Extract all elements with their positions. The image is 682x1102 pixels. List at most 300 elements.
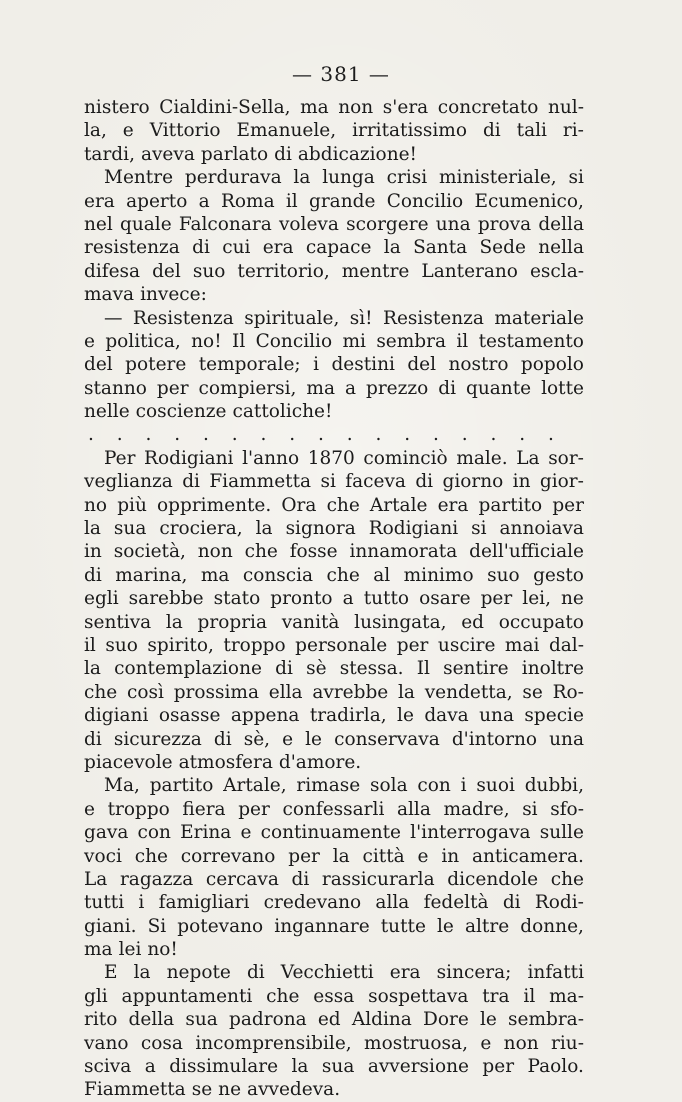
word: di [275,658,293,680]
word: prova [477,213,532,235]
word: Resistenza [383,307,484,329]
word: avversione [367,1056,469,1078]
word: non [503,1032,539,1054]
word: suo [487,564,520,586]
text-line [84,891,584,914]
word: avvedeva. [247,1079,341,1101]
word: fedeltà [423,892,489,914]
word: . [145,424,152,446]
word: mi [342,330,366,352]
word: piacevole [84,751,173,773]
word: tutti [84,892,125,914]
word: con [137,822,171,844]
word: ma [200,564,230,586]
word: i [313,354,319,376]
text-line [84,611,584,634]
word: Artale [369,494,428,516]
word: con [417,775,451,797]
word: cosa [140,1032,183,1054]
text-line [84,1078,584,1101]
word: tradirla, [309,705,387,727]
word: nul- [547,97,584,118]
word: capace [305,237,372,259]
word: egli [84,588,119,610]
word: una [549,728,584,750]
word: Lanterano [421,260,518,282]
word: di [438,377,457,399]
word: mava [84,284,135,306]
word: nelle [84,401,130,423]
word: stessa. [339,658,404,680]
word: tali [516,120,547,142]
word: giani. [84,915,137,937]
word: suo [192,260,226,282]
word: le [305,728,323,750]
word: a [144,1056,156,1078]
word: più [117,494,147,516]
word: la [383,237,401,259]
word: ma [300,97,329,118]
word: marina, [115,564,188,586]
word: fosse [289,541,338,563]
text-line [84,260,584,283]
word: sicurezza [113,728,202,750]
word: scorgere [346,213,429,235]
word: stanno [84,377,147,399]
word: continuamente [260,822,401,844]
word: irritatissimo [352,120,467,142]
text-line [84,517,584,540]
word: Ma, [104,775,140,797]
word: uscire [437,634,496,656]
word: osare [419,588,471,610]
word: ragazza [119,868,194,890]
word: sincera; [436,962,512,984]
word: tardi, [84,143,135,165]
word: . [231,424,238,446]
word: Paolo. [527,1056,584,1078]
word: anticamera. [471,845,584,867]
text-line [84,681,584,704]
word: la [398,681,415,703]
text-line [84,353,584,376]
word: di [192,237,210,259]
word: che [134,845,168,867]
word: di [274,143,292,165]
word: ingannare [274,915,370,937]
word: Ora [281,494,317,516]
word: Aldina [351,1009,412,1031]
word: sor- [548,447,584,469]
word: voleva [278,213,339,235]
word: quale [120,213,172,235]
word: Rodigiani [144,447,234,469]
word: Rodigiani [368,518,459,540]
word: resistenza [84,237,180,259]
word: invece: [140,284,207,306]
word: per [396,634,429,656]
word: lei, [522,588,551,610]
word: per [238,798,270,820]
word: mai [504,634,540,656]
word: . [346,424,353,446]
text-line [84,190,584,213]
word: e [282,728,294,750]
word: sembra- [508,1009,584,1031]
word: si [568,167,584,189]
word: . [490,424,497,446]
text-line [84,564,584,587]
word: Artale, [223,775,287,797]
text-line [84,704,584,727]
word: dell'ufficiale [469,541,584,563]
word: Cialdini-Sella, [159,97,291,118]
word: le [437,915,454,937]
word: della [538,213,584,235]
word: sè [306,658,327,680]
word: del [407,354,437,376]
word: la [293,167,311,189]
word: e [84,330,95,352]
text-line [84,236,584,259]
word: spirito, [147,634,214,656]
word: Il [416,658,430,680]
word: ella [268,681,303,703]
word: minimo [403,564,474,586]
word: di [482,120,501,142]
word: . [88,424,94,446]
word: Ro- [552,681,584,703]
word: conservava [334,728,440,750]
word: la [84,658,101,680]
word: a [344,377,357,399]
word: sua [321,1056,355,1078]
word: del [84,354,113,376]
word: crociera, [159,518,243,540]
word: grande [309,190,376,212]
word: la [133,962,151,984]
word: la [84,518,101,540]
word: tutto [363,588,410,610]
word: i [460,775,467,797]
word: troppo [223,634,286,656]
word: Concilio [255,330,333,352]
word: sua [113,518,147,540]
word: città [362,845,405,867]
word: osasse [158,705,221,727]
word: signora [285,518,356,540]
word: e [480,1032,492,1054]
text-line [84,400,584,423]
word: popolo [520,354,584,376]
word: si [320,471,336,493]
text-line [84,1032,584,1055]
word: ma- [549,985,584,1007]
word: potevano [177,915,264,937]
word: escla- [529,260,584,282]
word: così [127,681,164,703]
word: male. [456,447,508,469]
word: ed [317,1009,341,1031]
word: sentiva [84,611,152,633]
page-number: — 381 — [292,62,390,86]
word: d'amore. [278,751,362,773]
word: Mentre [104,167,174,189]
word: la, [84,120,107,142]
word: innamorata [349,541,458,563]
word: infatti [527,962,584,984]
text-line [84,774,584,797]
word: madre, [443,798,510,820]
word: materiale [494,307,584,329]
word: E [104,962,118,984]
word: Per [104,447,136,469]
word: al [373,564,391,586]
word: — [104,307,123,329]
word: personale [295,634,388,656]
word: . [461,424,468,446]
word: per [156,377,189,399]
word: conscia [242,564,314,586]
word: per [482,1056,515,1078]
word: . [203,424,209,446]
text-line [84,798,584,821]
section-break-dots [84,423,584,446]
text-line [84,634,584,657]
word: Dore [423,1009,469,1031]
word: appena [230,705,300,727]
word: concretato [437,97,539,118]
word: i [138,892,145,914]
text-line [84,1008,584,1031]
word: lei [118,939,142,961]
word: che [84,681,118,703]
word: rassicurarla [321,868,435,890]
word: difesa [84,260,141,282]
word: sulle [539,822,584,844]
word: . [375,424,382,446]
word: territorio, [237,260,330,282]
word: il [84,634,96,656]
word: s'era [382,97,429,118]
word: di [84,564,102,586]
word: una [435,213,471,235]
text-line [84,985,584,1008]
word: . [519,424,526,446]
word: per [552,494,584,516]
word: compiersi, [198,377,297,399]
word: dava [424,705,469,727]
word: in [84,541,102,563]
word: società, [113,541,186,563]
word: rito [84,1009,118,1031]
text-line [84,751,584,774]
word: faceva [345,471,406,493]
word: . [548,424,554,446]
word: che [266,985,300,1007]
text-line [84,213,584,236]
word: sospettava [368,985,469,1007]
word: sua [185,1009,218,1031]
word: ed [461,611,485,633]
word: spirituale, [244,307,340,329]
word: mentre [341,260,410,282]
word: destini [331,354,395,376]
word: e [84,798,95,820]
word: voci [84,845,122,867]
word: che [550,868,584,890]
word: dissimulare [169,1056,279,1078]
word: suo [105,634,138,656]
word: l'interrogava [410,822,531,844]
word: cattoliche! [232,401,333,423]
word: aveva [140,143,195,165]
word: che [326,494,360,516]
word: vendetta, [424,681,513,703]
text-line [84,96,584,119]
word: nostro [448,354,509,376]
word: e [122,120,134,142]
word: Emanuele, [236,120,337,142]
text-line [84,307,584,330]
word: altre [464,915,510,937]
word: Vittorio [149,120,221,142]
word: il [285,190,298,212]
word: e [417,845,429,867]
word: gesto [533,564,584,586]
word: opprimente. [157,494,272,516]
word: l'anno [242,447,300,469]
word: digiani [84,705,149,727]
word: rimase [296,775,361,797]
word: pronto [270,588,333,610]
word: sola [370,775,408,797]
word: troppo [107,798,170,820]
text-line [84,166,584,189]
word: propria [197,611,267,633]
word: di [182,471,200,493]
text-line [84,728,584,751]
word: per [480,588,513,610]
word: testamento [478,330,584,352]
word: Falconara [178,213,272,235]
word: mostruosa, [364,1032,468,1054]
word: Vecchietti [280,962,374,984]
word: incomprensibile, [195,1032,352,1054]
word: . [404,424,411,446]
text-line [84,494,584,517]
word: in [441,845,460,867]
text-line [84,540,584,563]
word: coscienze [135,401,227,423]
word: nepote [166,962,231,984]
word: riu- [551,1032,584,1054]
word: cercava [205,868,279,890]
word: sembra [376,330,447,352]
word: . [433,424,439,446]
word: aperto [126,190,188,212]
word: di [502,892,521,914]
word: del [152,260,181,282]
word: sfo- [550,798,584,820]
word: la [332,845,350,867]
word: Resistenza [132,307,234,329]
word: Il [232,330,246,352]
word: prossima [173,681,259,703]
word: e [240,822,252,844]
word: parlato [200,143,269,165]
word: Fiammetta [209,471,312,493]
word: di [213,728,232,750]
word: Si [147,915,167,937]
text-line [84,119,584,142]
word: se [522,681,543,703]
word: giorno [442,471,504,493]
word: si [471,518,487,540]
word: abdicazione! [297,143,417,165]
text-line [84,915,584,938]
word: tra [482,985,510,1007]
text-line [84,447,584,470]
word: dal- [548,634,584,656]
word: essa [313,985,355,1007]
word: politica, [105,330,181,352]
word: la [255,518,273,540]
word: 1870 [307,447,355,469]
word: gior- [539,471,584,493]
word: appuntamenti [121,985,253,1007]
word: ma [306,377,335,399]
text-line [84,938,584,961]
word: famigliari [158,892,250,914]
word: vanità [281,611,340,633]
text-line [84,657,584,680]
word: Ecumenico, [474,190,584,212]
word: il [456,330,469,352]
word: Santa [413,237,468,259]
word: quante [466,377,532,399]
word: occupato [498,611,584,633]
word: per [288,845,320,867]
word: ministeriale, [438,167,557,189]
word: ne [561,588,584,610]
word: annoiava [499,518,584,540]
word: potere [125,354,187,376]
word: Sede [479,237,526,259]
word: avrebbe [312,681,389,703]
word: perdurava [184,167,282,189]
word: cominciò [363,447,448,469]
word: . [116,424,123,446]
word: sentire [443,658,509,680]
word: sciva [84,1056,132,1078]
text-line [84,1055,584,1078]
word: non [338,97,374,118]
word: contemplazione [114,658,262,680]
word: il [523,985,536,1007]
word: le [479,1009,497,1031]
text-line [84,377,584,400]
text-line [84,868,584,891]
word: cui [222,237,251,259]
word: confessarli [282,798,385,820]
word: gava [84,822,129,844]
word: di [84,728,102,750]
word: crisi [386,167,428,189]
word: d'intorno [451,728,538,750]
word: no! [191,330,222,352]
word: nel [84,213,113,235]
